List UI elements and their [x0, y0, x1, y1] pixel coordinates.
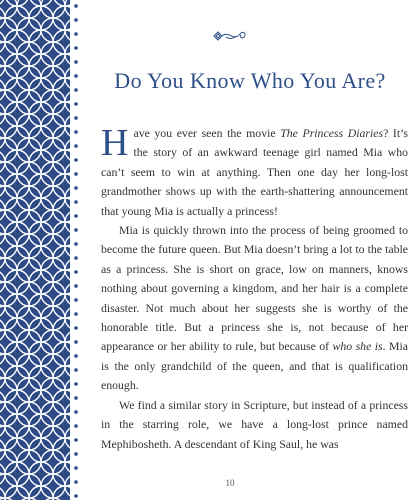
page-title: Do You Know Who You Are?: [114, 68, 386, 93]
border-dot: [74, 326, 78, 330]
border-dot: [74, 200, 78, 204]
dot-border-column: [72, 0, 80, 500]
border-dot: [74, 130, 78, 134]
border-dot: [74, 242, 78, 246]
border-dot: [74, 438, 78, 442]
drop-cap: H: [101, 122, 129, 164]
border-dot: [74, 270, 78, 274]
border-dot: [74, 74, 78, 78]
page-number: 10: [225, 478, 235, 488]
border-dot: [74, 396, 78, 400]
border-dot: [74, 116, 78, 120]
border-dot: [74, 214, 78, 218]
border-dot: [74, 340, 78, 344]
flourish-ornament-icon: [210, 26, 250, 46]
border-dot: [74, 228, 78, 232]
border-dot: [74, 284, 78, 288]
decorative-border-pattern: [0, 0, 70, 500]
paragraph-2-part-2: . Mia is the only grandchild of the queen, and that is qualification enough.: [101, 339, 408, 393]
border-dot: [74, 4, 78, 8]
border-dot: [74, 354, 78, 358]
border-dot: [74, 410, 78, 414]
border-dot: [74, 60, 78, 64]
border-dot: [74, 424, 78, 428]
border-dot: [74, 298, 78, 302]
border-dot: [74, 494, 78, 498]
border-dot: [74, 186, 78, 190]
border-dot: [74, 382, 78, 386]
paragraph-2-italic: who she is: [332, 339, 383, 354]
border-dot: [74, 452, 78, 456]
border-dot: [74, 46, 78, 50]
border-dot: [74, 368, 78, 372]
paragraph-1-lead: ave you ever seen the movie: [133, 126, 281, 140]
paragraph-2-part-1: Mia is quickly thrown into the process of being groomed to become the future queen. But Mia doesn’t bring a lot to the table as a princess. She is short on grace, low on manners, knows nothing about governing a kingdom, and her hair is a complete disaster. Not much about her suggests she is worthy of the honorable title. But a princess she is, not because of her appearance or her ability to rule, but because of: [101, 223, 408, 354]
border-dot: [74, 32, 78, 36]
paragraph-3: We find a similar story in Scripture, but instead of a princess in the starring role, we have a long-lost prince named Mephibosheth. A descendant of King Saul, he was: [101, 397, 408, 451]
border-dot: [74, 172, 78, 176]
movie-title: The Princess Diaries: [280, 126, 384, 140]
paragraph-1: [101, 124, 408, 221]
border-dot: [74, 144, 78, 148]
border-dot: [74, 88, 78, 92]
paragraph-1-rest: ? It’s the story of an awkward teenage girl named Mia who can’t seem to win at anything. Then one day her long-lost grandmother shows up with the earth-shattering announcement that young Mia is actually a princess!: [101, 126, 408, 218]
border-dot: [74, 312, 78, 316]
border-dot: [74, 158, 78, 162]
border-dot: [74, 480, 78, 484]
border-dot: [74, 466, 78, 470]
body-text: [101, 124, 408, 454]
border-dot: [74, 256, 78, 260]
border-dot: [74, 102, 78, 106]
border-dot: [74, 18, 78, 22]
paragraph-2: [101, 221, 408, 396]
